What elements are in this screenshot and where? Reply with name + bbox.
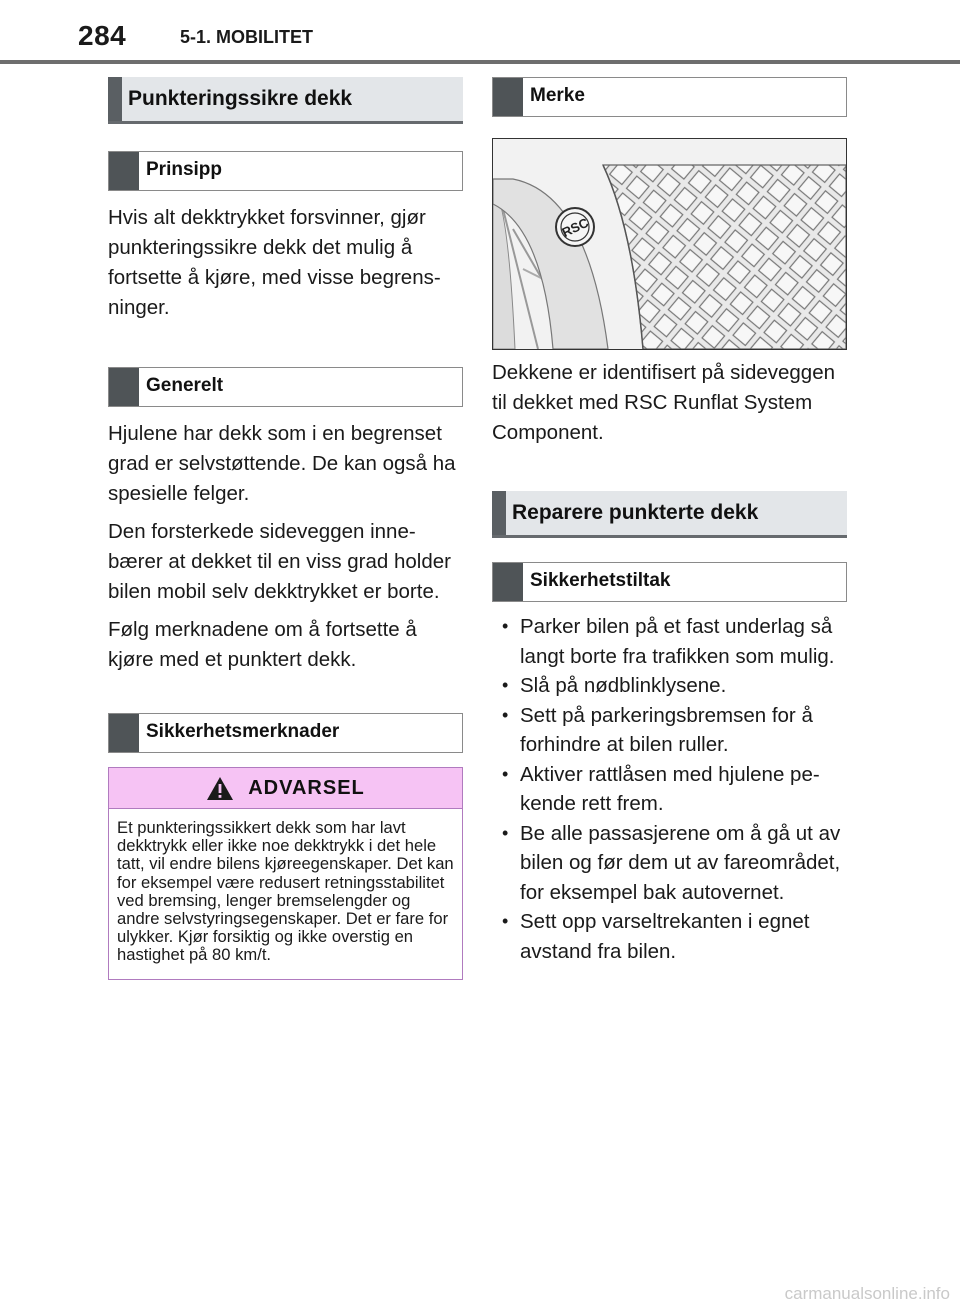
subheading-text: Prinsipp	[146, 159, 223, 180]
warning-box	[108, 767, 463, 980]
general-paragraph-3: Følg merknadene om å fortsette å kjøre med et punktert dekk.	[108, 618, 417, 671]
page-number: 284	[78, 20, 127, 51]
header-divider	[0, 60, 960, 64]
subheading-text: Sikkerhetsmerknader	[146, 721, 340, 742]
subheading-accent-bar	[109, 714, 139, 752]
chapter-title: 5-1. MOBILITET	[180, 27, 314, 47]
subheading-text: Generelt	[146, 375, 224, 396]
tire-drawing	[493, 139, 846, 349]
principle-paragraph: Hvis alt dekktrykket forsvinner, gjør punkteringssikre dekk det mulig å fortsette å kjøre, med visse begrensninger.	[108, 206, 441, 319]
general-paragraph-1: Hjulene har dekk som i en begrenset grad er selvstøttende. De kan også ha spesielle felger.	[108, 422, 456, 505]
subheading-accent-bar	[109, 368, 139, 406]
tire-sidewall-illustration	[492, 138, 847, 350]
list-item: • Be alle passasjerene om å gå ut av bilen og før dem ut av fareområdet, for eksempel bak autovernet.	[492, 819, 847, 908]
subheading-safety-measures	[492, 562, 847, 602]
heading-accent-bar	[108, 77, 122, 121]
left-column	[108, 77, 463, 980]
subheading-mark	[492, 77, 847, 117]
subheading-accent-bar	[109, 152, 139, 190]
general-paragraph-2: Den forsterkede sideveggen innebærer at dekket til en viss grad holder bilen mobil selv dekktrykket er borte.	[108, 520, 451, 603]
heading-accent-bar	[492, 491, 506, 535]
mark-paragraph: Dekkene er identifisert på sideveggen til dekket med RSC Runflat System Component.	[492, 361, 836, 444]
subheading-accent-bar	[493, 563, 523, 601]
subheading-principle	[108, 151, 463, 191]
warning-triangle-icon	[206, 776, 234, 801]
section-heading-text: Punkteringssikre dekk	[128, 87, 353, 110]
section-heading-text: Reparere punkterte dekk	[512, 501, 759, 524]
rsc-logo-text: RSC	[559, 214, 591, 241]
list-item: • Parker bilen på et fast underlag så langt borte fra trafikken som mulig.	[492, 612, 847, 671]
subheading-safety-notes	[108, 713, 463, 753]
warning-label: ADVARSEL	[248, 776, 365, 799]
list-item: • Slå på nødblinklysene.	[492, 671, 847, 701]
watermark: carmanualsonline.info	[784, 1284, 950, 1303]
list-item: • Sett på parkeringsbremsen for å forhindre at bilen ruller.	[492, 701, 847, 760]
warning-text: Et punkteringssikkert dekk som har lavt dekktrykk eller ikke noe dekktrykk i det hele tatt, vil endre bilens kjøreegenskaper. Det kan for eksempel være redusert retningsstabilitet ved bremsing, lenger bremselengder og andre selvstyringsegenskaper. Det er fare for ulykker. Kjør forsiktig og ikke overstig en hastighet på 80 km/t.	[117, 818, 454, 965]
subheading-text: Merke	[530, 85, 585, 106]
right-column	[492, 77, 847, 966]
list-item: • Sett opp varseltrekanten i egnet avstand fra bilen.	[492, 907, 847, 966]
rsc-logo-icon	[556, 208, 594, 246]
list-item: • Aktiver rattlåsen med hjulene pekende rett frem.	[492, 760, 847, 819]
section-heading-run-flat-tyres	[108, 77, 463, 124]
safety-measures-list	[492, 612, 847, 966]
subheading-text: Sikkerhetstiltak	[530, 570, 671, 591]
subheading-accent-bar	[493, 78, 523, 116]
subheading-general	[108, 367, 463, 407]
section-heading-repair-punctured-tyres	[492, 491, 847, 538]
warning-header	[109, 768, 462, 809]
